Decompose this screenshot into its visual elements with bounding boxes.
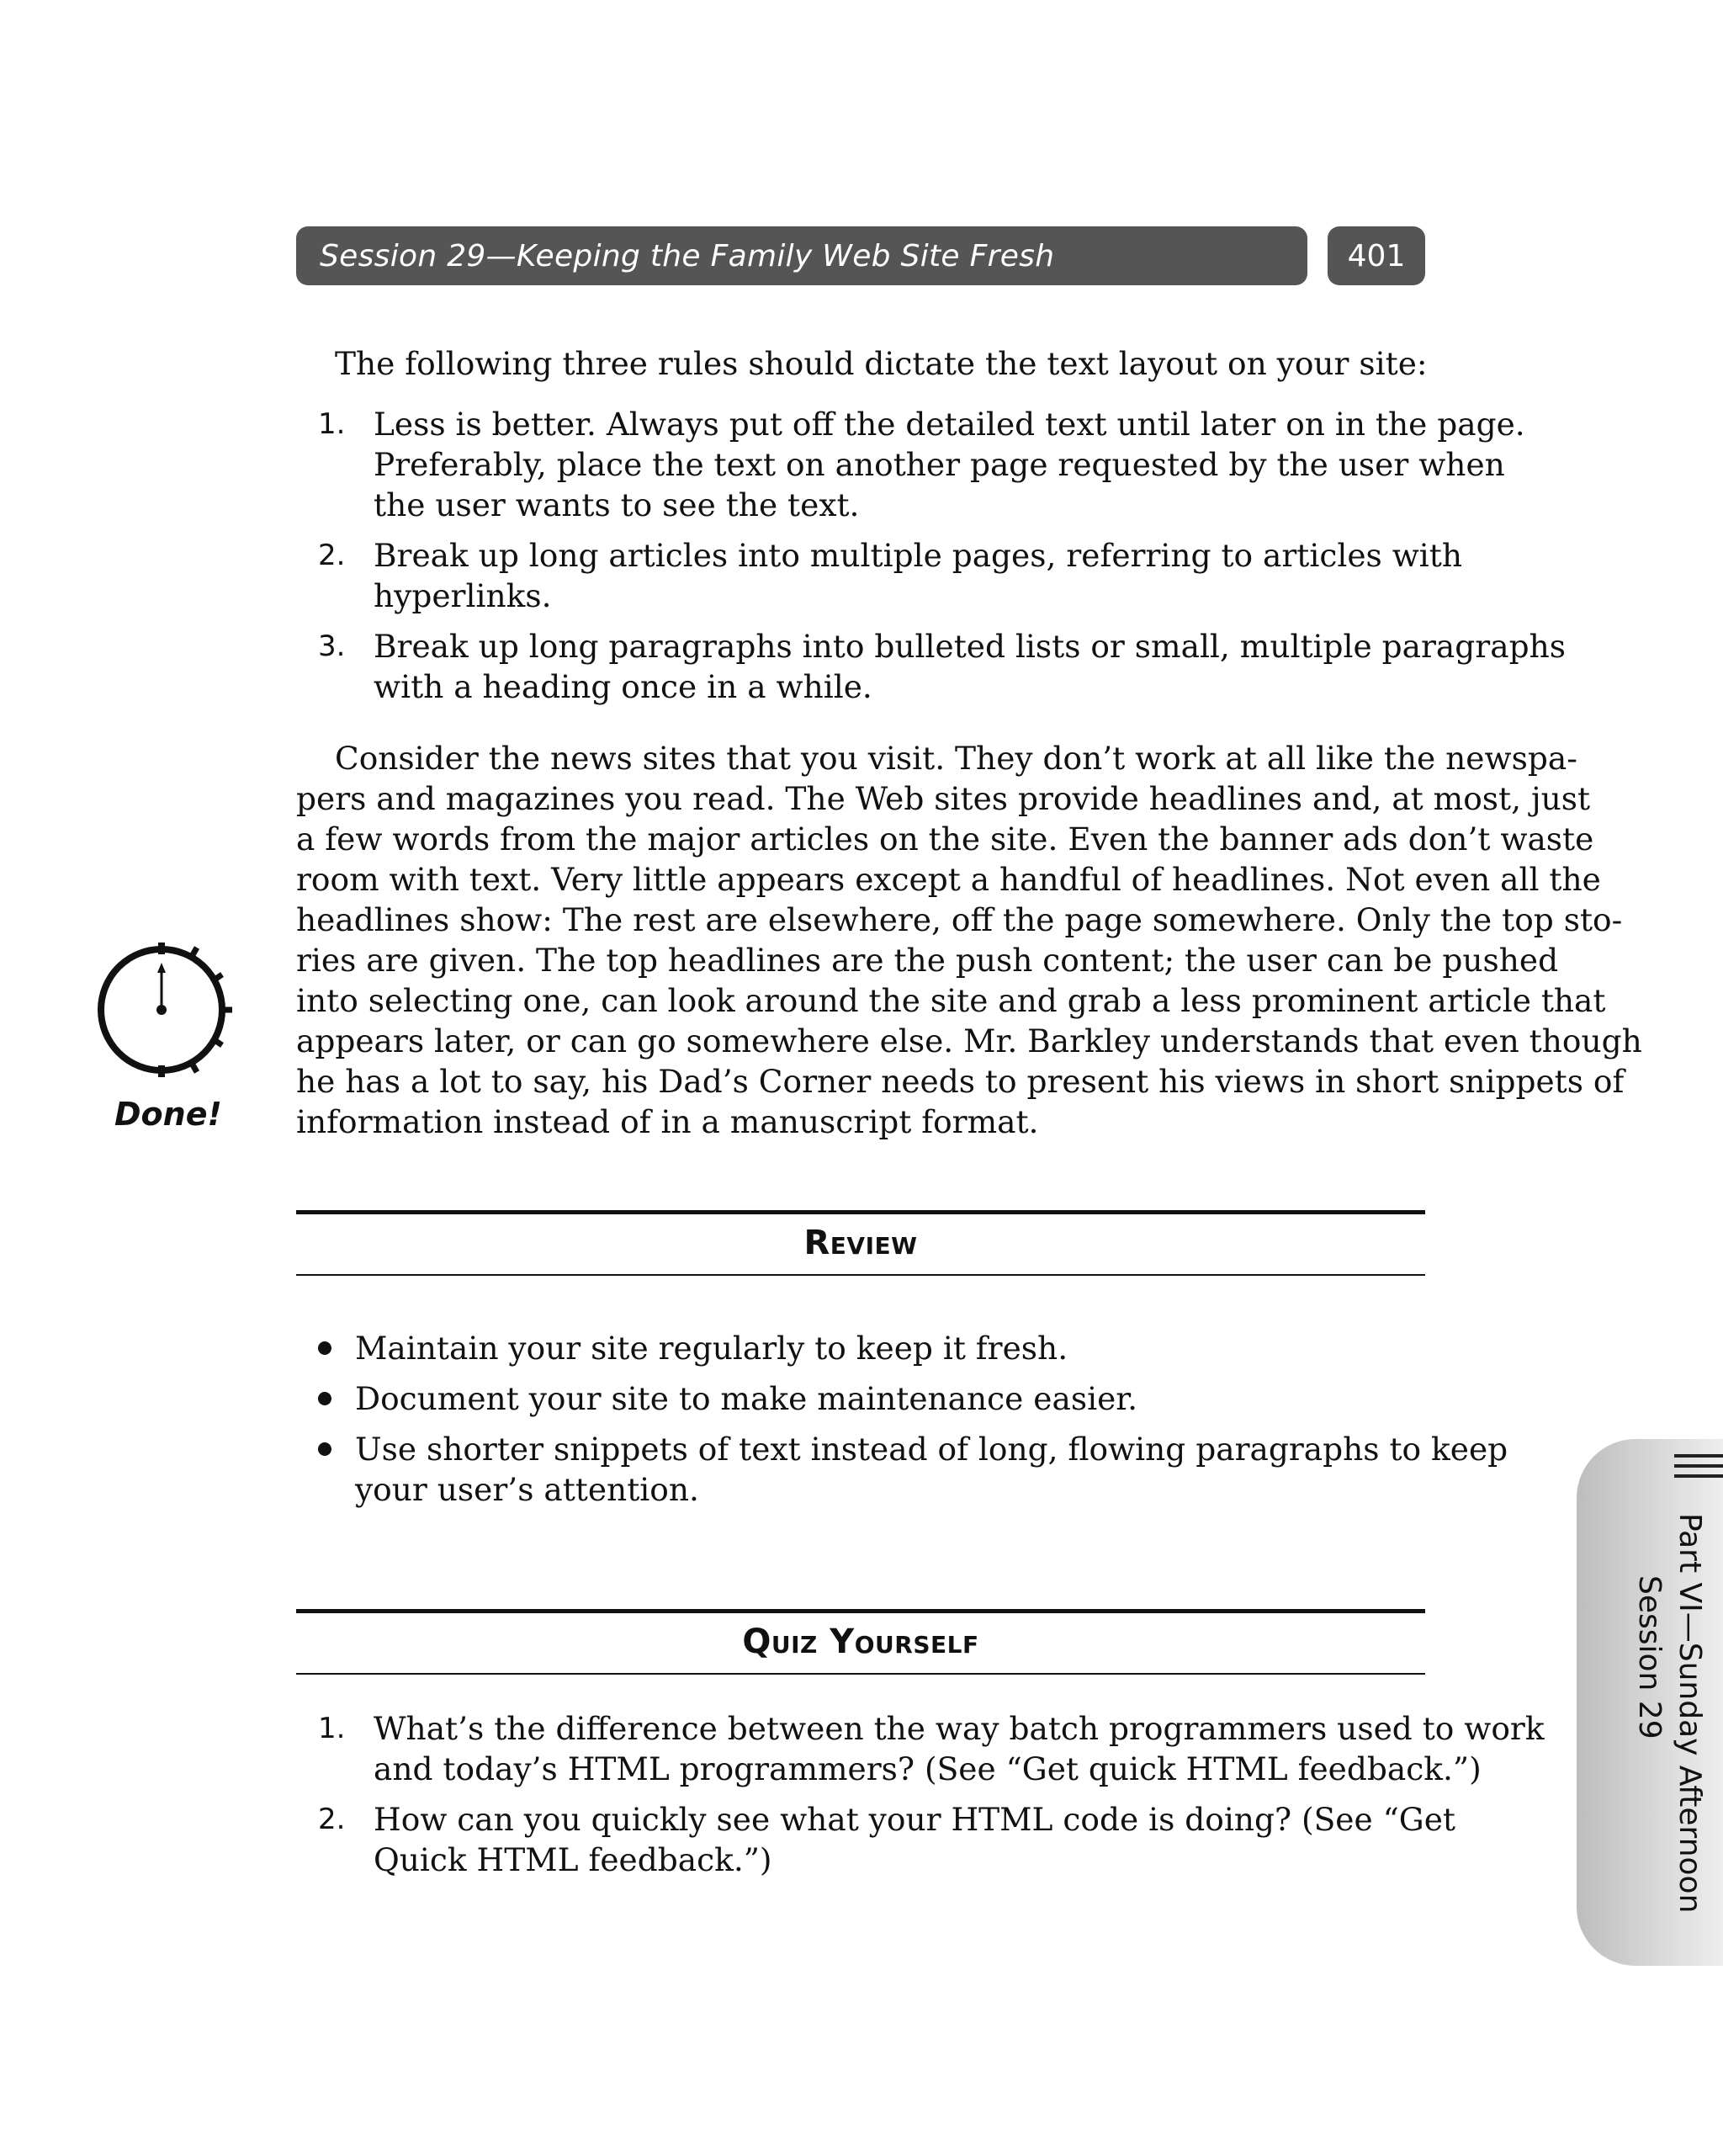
list-item-line: Break up long paragraphs into bulleted lists or small, multiple paragraphs: [374, 628, 1566, 665]
list-item-line: How can you quickly see what your HTML code is doing? (See “Get: [374, 1801, 1456, 1838]
page-number-box: [1328, 226, 1425, 285]
intro-sentence: The following three rules should dictate the text layout on your site:: [335, 345, 1428, 382]
section-rule-top: [296, 1609, 1425, 1613]
paragraph-line: Consider the news sites that you visit. They don’t work at all like the newspa-: [335, 740, 1577, 777]
paragraph-line: into selecting one, can look around the site and grab a less prominent article that: [296, 982, 1606, 1019]
paragraph-line: headlines show: The rest are elsewhere, off the page somewhere. Only the top sto-: [296, 901, 1623, 938]
list-item: [296, 535, 1566, 616]
thumb-tab-label: [1583, 1506, 1718, 1944]
list-item-number: 2.: [318, 1803, 346, 1836]
list-item-number: 1.: [318, 1712, 346, 1745]
paragraph-line: he has a lot to say, his Dad’s Corner needs to present his views in short snippets of: [296, 1063, 1625, 1100]
list-item-line: Maintain your site regularly to keep it fresh.: [355, 1330, 1068, 1367]
list-item-line: the user wants to see the text.: [374, 486, 860, 523]
body-paragraph: [296, 738, 1642, 1142]
bullet-icon: [318, 1392, 331, 1405]
list-item-line: your user’s attention.: [355, 1471, 699, 1508]
paragraph-line: appears later, or can go somewhere else. Mr. Barkley understands that even though: [296, 1022, 1642, 1059]
list-item: [296, 1429, 1508, 1510]
paragraph-line: room with text. Very little appears except a handful of headlines. Not even all the: [296, 861, 1601, 898]
thumb-tab-lines: [1674, 1454, 1723, 1484]
list-item-line: and today’s HTML programmers? (See “Get quick HTML feedback.”): [374, 1750, 1482, 1787]
list-item: [296, 1799, 1545, 1880]
stopwatch-icon: [91, 936, 234, 1079]
quiz-heading: Quiz Yourself: [742, 1622, 979, 1661]
list-item-line: with a heading once in a while.: [374, 668, 872, 705]
paragraph-line: a few words from the major articles on the site. Even the banner ads don’t waste: [296, 820, 1594, 858]
list-item: [296, 1378, 1508, 1419]
list-item: [296, 626, 1566, 707]
quiz-list: [296, 1708, 1545, 1890]
review-list: [296, 1328, 1508, 1520]
done-label: Done!: [114, 1096, 222, 1133]
list-item: [296, 1708, 1545, 1789]
list-item-line: Break up long articles into multiple pages, referring to articles with: [374, 537, 1463, 574]
thumb-tab-session: Session 29: [1632, 1575, 1667, 1739]
list-item-number: 3.: [318, 629, 346, 663]
paragraph-line: ries are given. The top headlines are the push content; the user can be pushed: [296, 942, 1559, 979]
list-item-line: Less is better. Always put off the detailed text until later on in the page.: [374, 406, 1525, 443]
paragraph-line: information instead of in a manuscript format.: [296, 1103, 1039, 1140]
running-header: [296, 226, 1307, 285]
section-rule-bottom: [296, 1274, 1425, 1276]
list-item-line: Use shorter snippets of text instead of long, flowing paragraphs to keep: [355, 1431, 1508, 1468]
running-header-title: Session 29—Keeping the Family Web Site Fresh: [320, 238, 1055, 273]
paragraph-line: pers and magazines you read. The Web sites provide headlines and, at most, just: [296, 780, 1591, 817]
section-rule-top: [296, 1210, 1425, 1214]
list-item-line: hyperlinks.: [374, 577, 552, 614]
list-item-number: 2.: [318, 539, 346, 572]
list-item-line: Preferably, place the text on another page requested by the user when: [374, 446, 1505, 483]
thumb-tab-part: Part VI—Sunday Afternoon: [1673, 1513, 1707, 1914]
list-item-line: Document your site to make maintenance easier.: [355, 1380, 1137, 1417]
list-item: [296, 1328, 1508, 1368]
list-item: [296, 404, 1566, 525]
list-item-number: 1.: [318, 407, 346, 441]
rules-list: [296, 404, 1566, 717]
page-number: 401: [1347, 238, 1406, 273]
review-heading: Review: [803, 1224, 918, 1262]
list-item-line: Quick HTML feedback.”): [374, 1841, 772, 1878]
bullet-icon: [318, 1442, 331, 1456]
list-item-line: What’s the difference between the way batch programmers used to work: [374, 1710, 1545, 1747]
section-rule-bottom: [296, 1673, 1425, 1675]
bullet-icon: [318, 1341, 331, 1355]
